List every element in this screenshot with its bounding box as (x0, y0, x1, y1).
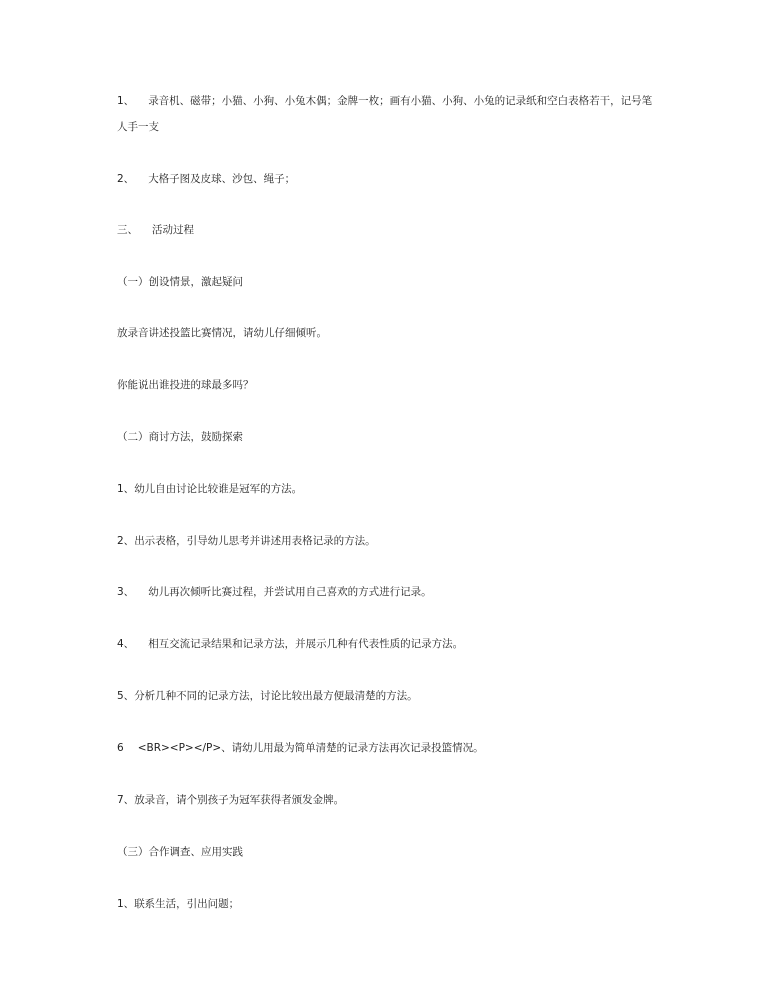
subsection-heading (117, 269, 657, 295)
item-number: 5、 (117, 690, 135, 702)
material-item-2 (117, 166, 657, 192)
item-text: 出示表格，引导幼儿思考并讲述用表格记录的方法。 (134, 535, 376, 547)
item-text: 放录音，请个别孩子为冠军获得者颁发金牌。 (134, 794, 345, 806)
practice-item-1 (117, 891, 657, 917)
item-number: 6 (117, 742, 124, 754)
subsection-heading (117, 424, 657, 450)
paragraph (117, 372, 657, 398)
item-text: 幼儿自由讨论比较谁是冠军的方法。 (134, 483, 303, 495)
item-text: 相互交流记录结果和记录方法，并展示几种有代表性质的记录方法。 (148, 638, 464, 650)
step-item-4 (117, 631, 657, 657)
paragraph (117, 320, 657, 346)
item-text: 分析几种不同的记录方法，讨论比较出最方便最清楚的方法。 (134, 690, 418, 702)
subsection-heading (117, 839, 657, 865)
paragraph-text: 放录音讲述投篮比赛情况，请幼儿仔细倾听。 (117, 327, 327, 339)
step-item-6 (117, 735, 657, 761)
step-item-7 (117, 787, 657, 813)
item-number: 7、 (117, 794, 135, 806)
step-item-1 (117, 476, 657, 502)
item-number: 2、 (117, 173, 135, 185)
section-number: 三、 (117, 224, 138, 236)
item-number: 3、 (117, 586, 135, 598)
subsection-title: （二）商讨方法，鼓励探索 (117, 431, 243, 443)
item-text: <BR><P></P>、请幼儿用最为简单清楚的记录方法再次记录投篮情况。 (137, 742, 484, 754)
item-number: 1、 (117, 483, 135, 495)
paragraph-text: 你能说出谁投进的球最多吗？ (117, 379, 254, 391)
item-number: 1、 (117, 898, 135, 910)
material-item-1 (117, 88, 657, 140)
item-number: 2、 (117, 535, 135, 547)
step-item-2 (117, 528, 657, 554)
section-heading (117, 217, 657, 243)
item-text: 大格子图及皮球、沙包、绳子； (148, 173, 296, 185)
section-title: 活动过程 (152, 224, 194, 236)
step-item-3 (117, 579, 657, 605)
item-text: 录音机、磁带；小猫、小狗、小兔木偶；金牌一枚；画有小猫、小狗、小兔的记录纸和空白表格若干，记号笔人手一支 (117, 95, 653, 133)
subsection-title: （一）创设情景，激起疑问 (117, 276, 243, 288)
item-number: 1、 (117, 95, 135, 107)
item-text: 幼儿再次倾听比赛过程，并尝试用自己喜欢的方式进行记录。 (148, 586, 432, 598)
item-number: 4、 (117, 638, 135, 650)
step-item-5 (117, 683, 657, 709)
item-text: 联系生活，引出问题； (134, 898, 240, 910)
subsection-title: （三）合作调查、应用实践 (117, 846, 243, 858)
